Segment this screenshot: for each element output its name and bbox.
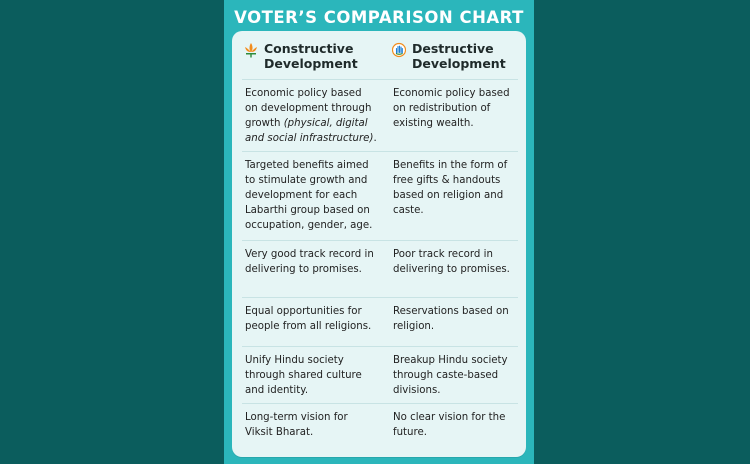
comparison-card (232, 31, 526, 457)
table-row (242, 346, 518, 404)
table-row (242, 79, 518, 152)
row-left-text: Very good track record in delivering to promises. (245, 249, 374, 275)
row-left-text: Unify Hindu society through shared culture and identity. (245, 355, 362, 396)
row-left-text: Equal opportunities for people from all religions. (245, 306, 372, 332)
constructive-header-line1: Constructive (264, 41, 354, 56)
row-left-text: Targeted benefits aimed to stimulate growth and development for each Labarthi group based on occupation, gender, age. (245, 160, 373, 231)
chart-title: VOTER’S COMPARISON CHART (234, 8, 524, 27)
row-right-text: Benefits in the form of free gifts & handouts based on religion and caste. (393, 160, 508, 216)
table-row (242, 403, 518, 454)
destructive-header-line2: Development (412, 56, 506, 71)
destructive-header-line1: Destructive (412, 41, 494, 56)
table-row (242, 240, 518, 298)
row-right-text: Economic policy based on redistribution of existing wealth. (393, 88, 510, 129)
lotus-icon (244, 42, 258, 58)
constructive-header-line2: Development (264, 56, 358, 71)
row-right-text: No clear vision for the future. (393, 412, 506, 438)
destructive-header (392, 41, 517, 75)
hand-icon (392, 42, 406, 58)
row-left-text: Long-term vision for Viksit Bharat. (245, 412, 348, 438)
table-row (242, 151, 518, 241)
row-right-text: Reservations based on religion. (393, 306, 509, 332)
chart-panel (224, 0, 534, 464)
constructive-header (244, 41, 379, 75)
table-row (242, 297, 518, 347)
row-right-text: Poor track record in delivering to promises. (393, 249, 510, 275)
row-left-text: Economic policy based on development through growth (physical, digital and social infrastructure). (245, 88, 377, 144)
row-right-text: Breakup Hindu society through caste-based divisions. (393, 355, 508, 396)
